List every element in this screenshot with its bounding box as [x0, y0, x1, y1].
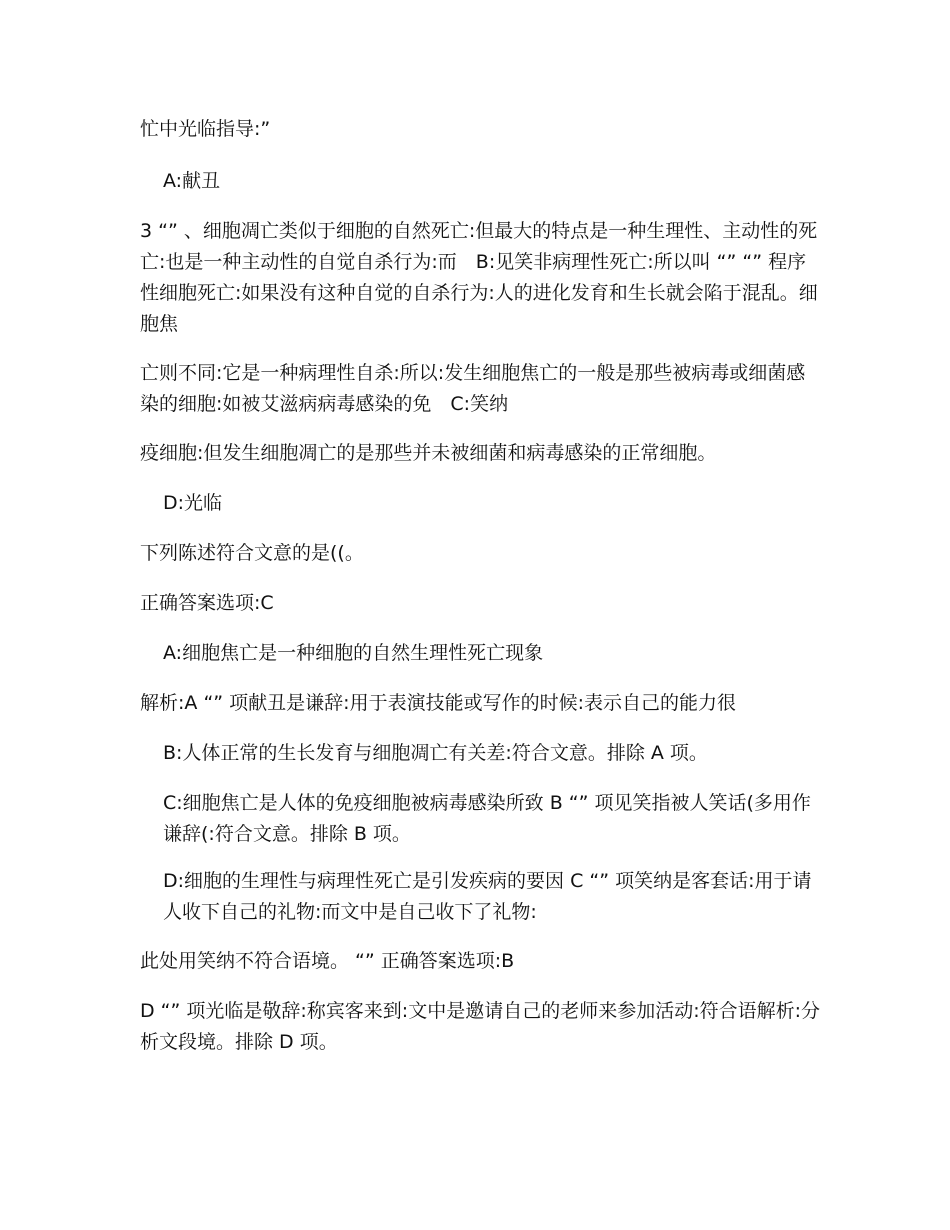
final-explanation: D “” 项光临是敬辞:称宾客来到:文中是邀请自己的老师来参加活动:符合语解析:分析文段境。排除 D 项。 — [140, 1000, 821, 1053]
paragraph-question-3: 3 “” 、细胞凋亡类似于细胞的自然死亡:但最大的特点是一种生理性、主动性的死亡:也是一种主动性的自觉自杀行为:而 B:见笑非病理性死亡:所以叫 “” “” 程序性细胞死亡:如果没有这种自觉的自杀行为:人的进化发育和生长就会陷于混乱。细胞焦 — [140, 220, 818, 335]
answer-line-b: 此处用笑纳不符合语境。 “” 正确答案选项:B — [140, 950, 515, 972]
analysis-line: 解析:A “” 项献丑是谦辞:用于表演技能或写作的时候:表示自己的能力很 — [140, 692, 736, 714]
choice-c: C:细胞焦亡是人体的免疫细胞被病毒感染所致 B “” 项见笑指被人笑话(多用作谦辞(:符合文意。排除 B 项。 — [163, 792, 811, 845]
choice-d: D:细胞的生理性与病理性死亡是引发疾病的要因 C “” 项笑纳是客套话:用于请人收下自己的礼物:而文中是自己收下了礼物: — [163, 870, 812, 923]
option-d-guanglin: D:光临 — [163, 492, 223, 514]
choice-b: B:人体正常的生长发育与细胞凋亡有关差:符合文意。排除 A 项。 — [163, 742, 708, 764]
question-prompt: 下列陈述符合文意的是((。 — [140, 542, 364, 564]
paragraph-intro-line: 忙中光临指导:” — [140, 118, 271, 140]
option-a-xianchou: A:献丑 — [163, 170, 221, 192]
paragraph-immune-cells: 疫细胞:但发生细胞凋亡的是那些并未被细菌和病毒感染的正常细胞。 — [140, 442, 717, 464]
paragraph-pyroptosis: 亡则不同:它是一种病理性自杀:所以:发生细胞焦亡的一般是那些被病毒或细菌感染的细胞:如被艾滋病病毒感染的免 C:笑纳 — [140, 362, 806, 415]
answer-line-c: 正确答案选项:C — [140, 592, 274, 614]
choice-a: A:细胞焦亡是一种细胞的自然生理性死亡现象 — [163, 642, 544, 664]
